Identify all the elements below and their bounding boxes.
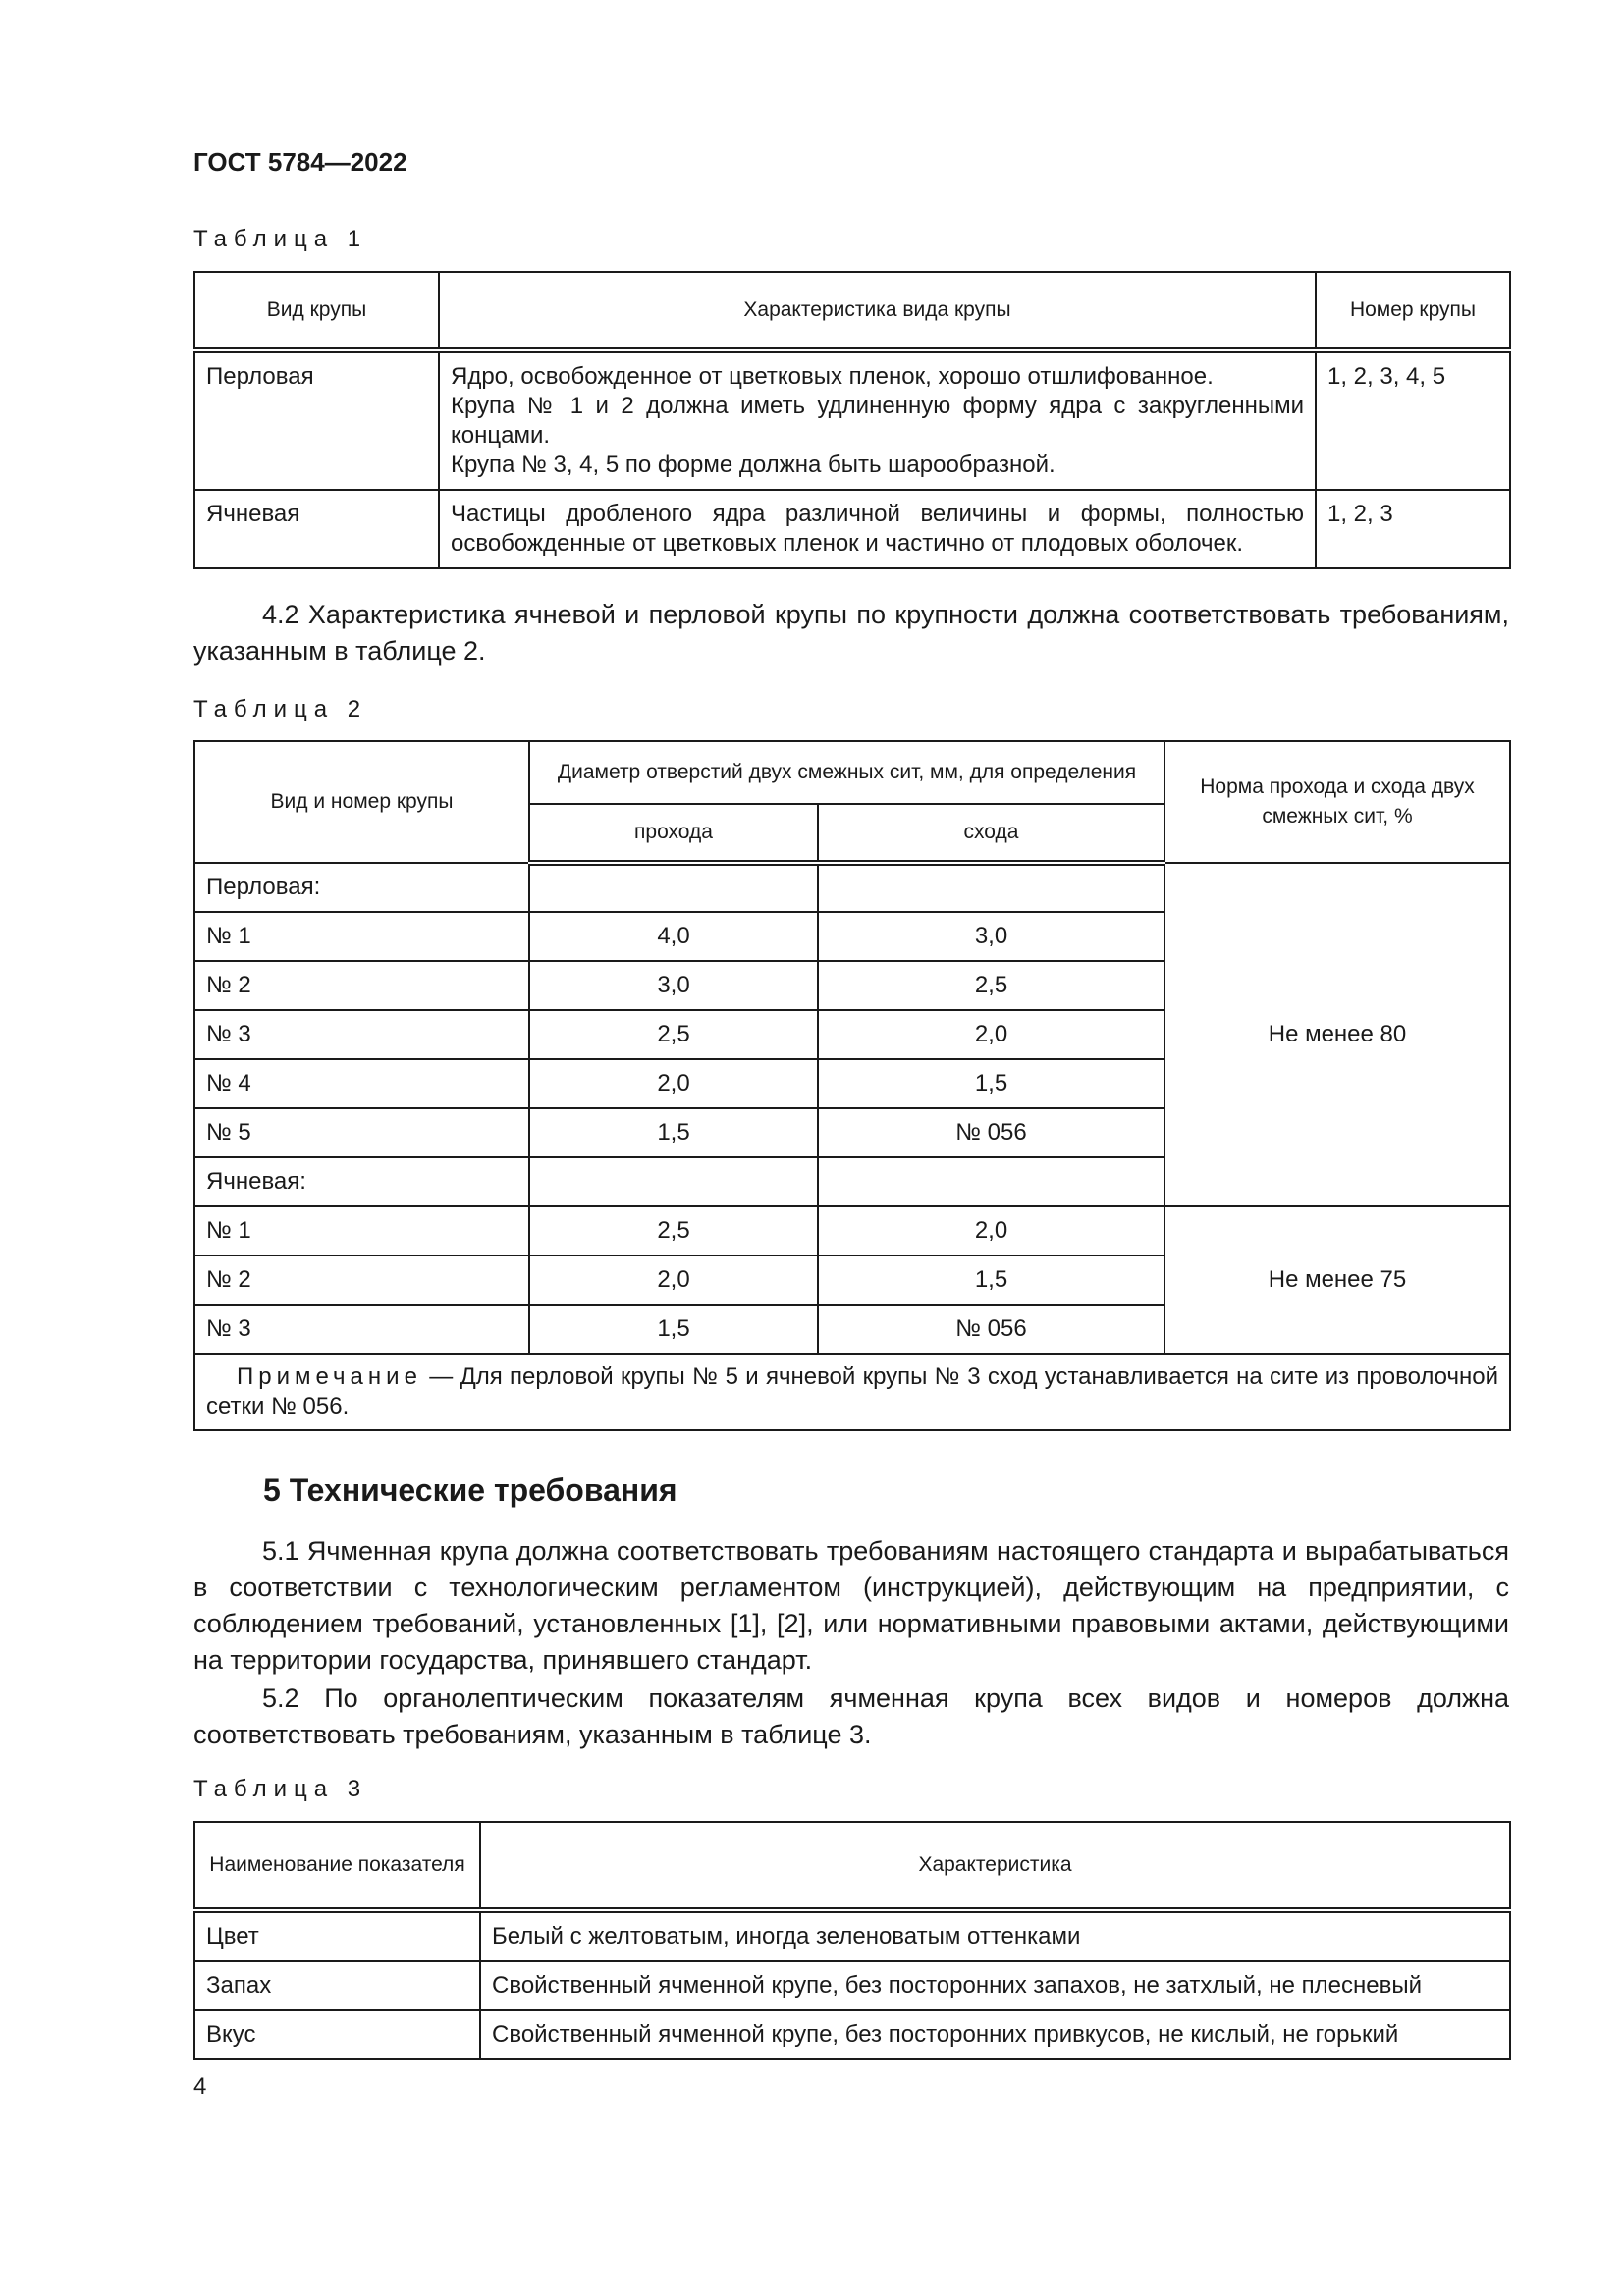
table-3-header-name: Наименование показателя <box>194 1822 480 1910</box>
table-cell <box>439 350 1316 490</box>
table-2 <box>193 740 1511 1431</box>
table-cell: № 1 <box>194 1206 529 1255</box>
table-1-header-type: Вид крупы <box>194 272 439 350</box>
table-cell: № 4 <box>194 1059 529 1108</box>
paragraph-5-2: 5.2 По органолептическим показателям ячменная крупа всех видов и номеров должна соответствовать требованиям, указанным в таблице 3. <box>193 1683 1509 1749</box>
table-cell: № 3 <box>194 1010 529 1059</box>
table-cell: 2,0 <box>818 1010 1164 1059</box>
table-row <box>194 1910 1510 1961</box>
table-cell: Перловая <box>194 350 439 490</box>
table-cell: 3,0 <box>529 961 818 1010</box>
table-2-header-norm: Норма прохода и схода двух смежных сит, % <box>1164 741 1510 863</box>
table-cell: Перловая: <box>194 863 529 912</box>
table-row <box>194 490 1510 568</box>
table-cell: 3,0 <box>818 912 1164 961</box>
table-cell: 1,5 <box>818 1255 1164 1305</box>
section-5-title: 5 Технические требования <box>263 1472 677 1508</box>
description-line: Ядро, освобожденное от цветковых пленок, хорошо отшлифованное. <box>451 363 1214 390</box>
table-3 <box>193 1821 1511 2060</box>
table-cell: 1,5 <box>529 1108 818 1157</box>
table-row <box>194 863 1510 912</box>
description-line: Крупа № 1 и 2 должна иметь удлиненную форму ядра с закругленными концами. <box>451 393 1304 449</box>
table-cell: 2,0 <box>818 1206 1164 1255</box>
table-cell: 2,5 <box>818 961 1164 1010</box>
table-cell: Не менее 80 <box>1164 863 1510 1206</box>
table-cell: № 1 <box>194 912 529 961</box>
table-cell: Свойственный ячменной крупе, без посторонних запахов, не затхлый, не плесневый <box>480 1961 1510 2010</box>
table-cell: Свойственный ячменной крупе, без посторонних привкусов, не кислый, не горький <box>480 2010 1510 2059</box>
table-cell: 2,0 <box>529 1255 818 1305</box>
table-cell: 2,5 <box>529 1010 818 1059</box>
table-cell: № 5 <box>194 1108 529 1157</box>
document-header: ГОСТ 5784—2022 <box>193 147 407 177</box>
table-row <box>194 2010 1510 2059</box>
paragraph-5-1: 5.1 Ячменная крупа должна соответствовать требованиям настоящего стандарта и вырабатываться в соответствии с технологическим регламентом (инструкцией), действующим на предприятии, с соблюдением требований, установленных [1], [2], или нормативными правовыми актами, действующими на территории государства, принявшего стандарт. <box>193 1536 1509 1675</box>
table-2-header-pass: прохода <box>529 804 818 863</box>
table-1-header-numbers: Номер крупы <box>1316 272 1510 350</box>
description-line: Частицы дробленого ядра различной величины и формы, полностью освобожденные от цветковых пленок и частично от плодовых оболочек. <box>451 501 1304 557</box>
table-2-caption: Таблица 2 <box>193 696 368 722</box>
table-note-row <box>194 1354 1510 1430</box>
paragraph-4-2: 4.2 Характеристика ячневой и перловой крупы по крупности должна соответствовать требованиям, указанным в таблице 2. <box>193 600 1509 666</box>
table-2-header-diameter: Диаметр отверстий двух смежных сит, мм, для определения <box>529 741 1164 804</box>
table-1-header-description: Характеристика вида крупы <box>439 272 1316 350</box>
table-cell <box>818 1157 1164 1206</box>
table-cell: № 2 <box>194 1255 529 1305</box>
table-2-header-over: схода <box>818 804 1164 863</box>
table-row <box>194 350 1510 490</box>
table-cell <box>529 863 818 912</box>
table-2-header-type: Вид и номер крупы <box>194 741 529 863</box>
table-cell: 1,5 <box>818 1059 1164 1108</box>
table-cell: Ячневая <box>194 490 439 568</box>
table-cell <box>439 490 1316 568</box>
table-2-note <box>194 1354 1510 1430</box>
table-1-caption: Таблица 1 <box>193 226 368 252</box>
table-cell: Ячневая: <box>194 1157 529 1206</box>
table-cell: Запах <box>194 1961 480 2010</box>
description-line: Крупа № 3, 4, 5 по форме должна быть шарообразной. <box>451 452 1056 478</box>
table-cell: 2,0 <box>529 1059 818 1108</box>
table-cell <box>818 863 1164 912</box>
table-cell: № 056 <box>818 1305 1164 1354</box>
table-3-caption: Таблица 3 <box>193 1776 368 1802</box>
table-cell: Цвет <box>194 1910 480 1961</box>
table-cell: 2,5 <box>529 1206 818 1255</box>
table-cell: 4,0 <box>529 912 818 961</box>
table-cell: № 2 <box>194 961 529 1010</box>
table-row <box>194 1961 1510 2010</box>
note-label: Примечание <box>237 1363 422 1390</box>
table-cell <box>529 1157 818 1206</box>
table-cell: № 056 <box>818 1108 1164 1157</box>
table-cell: Не менее 75 <box>1164 1206 1510 1354</box>
table-cell: Вкус <box>194 2010 480 2059</box>
page-number: 4 <box>193 2073 207 2100</box>
table-cell: 1, 2, 3 <box>1316 490 1510 568</box>
table-row <box>194 1206 1510 1255</box>
table-cell: 1, 2, 3, 4, 5 <box>1316 350 1510 490</box>
table-cell: Белый с желтоватым, иногда зеленоватым оттенками <box>480 1910 1510 1961</box>
table-3-header-value: Характеристика <box>480 1822 1510 1910</box>
table-cell: № 3 <box>194 1305 529 1354</box>
note-text: — Для перловой крупы № 5 и ячневой крупы № 3 сход устанавливается на сите из проволочной сетки № 056. <box>206 1363 1498 1419</box>
table-1 <box>193 271 1511 569</box>
table-cell: 1,5 <box>529 1305 818 1354</box>
